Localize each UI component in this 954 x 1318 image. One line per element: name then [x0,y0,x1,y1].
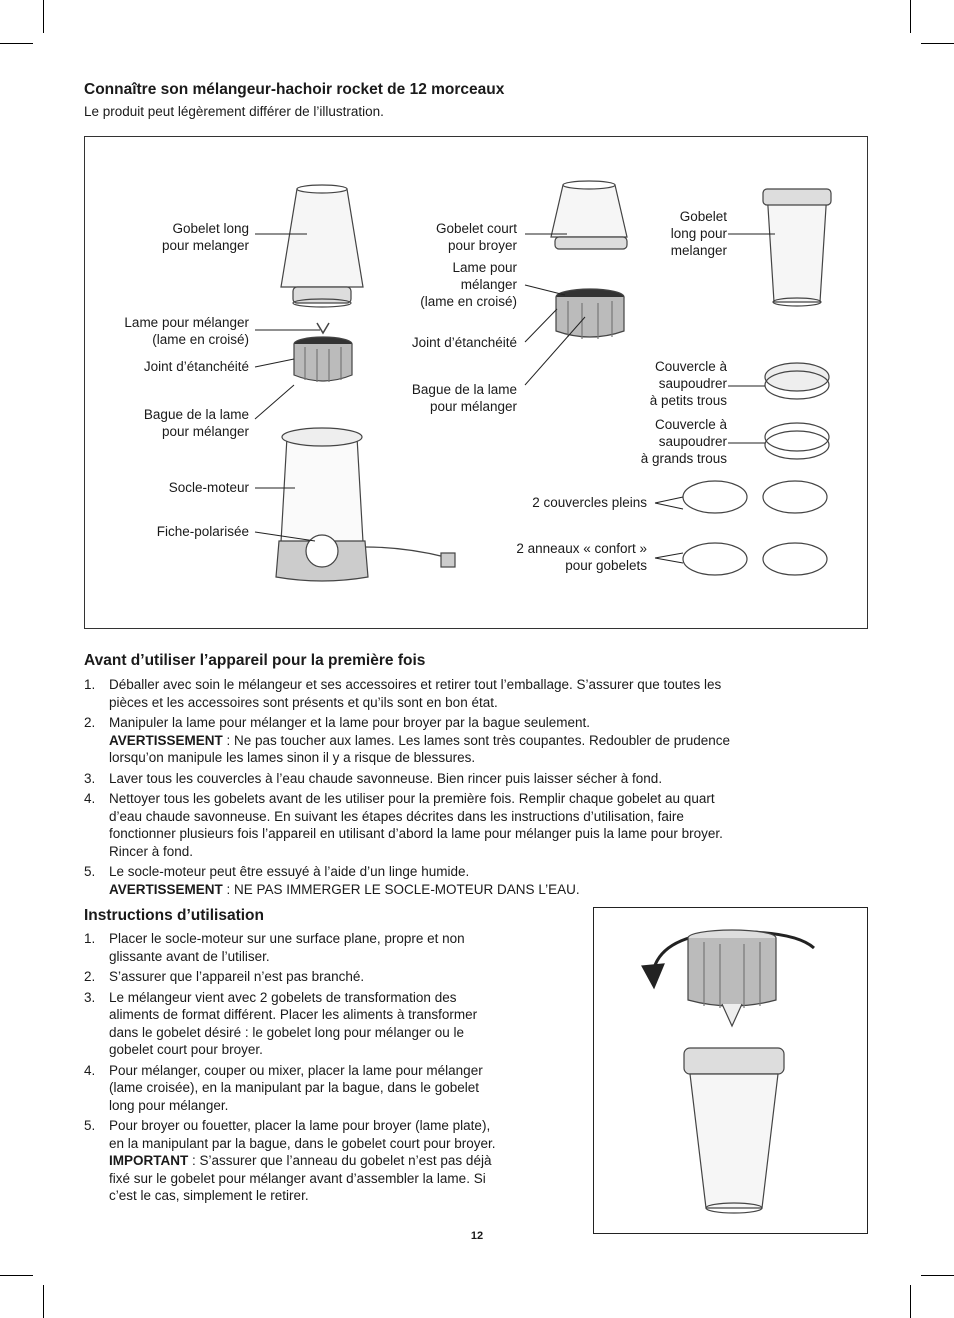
item-number: 4. [84,1062,96,1078]
crop-mark [910,1285,911,1318]
list-item [84,968,584,986]
label-line: Lame pour mélanger [124,315,249,330]
item-number: 5. [84,864,96,879]
page-subtitle: Le produit peut légèrement différer de l’illustration. [84,104,384,119]
crop-mark [43,0,44,33]
item-line: Le mélangeur vient avec 2 gobelets de transformation des [109,989,457,1005]
item-line: Pour broyer ou fouetter, placer la lame pour broyer (lame plate), [109,1118,491,1133]
label-line: pour gobelets [565,558,647,573]
first-use-list [84,676,864,901]
item-line [109,881,864,899]
label-line: Gobelet court [435,221,517,236]
warning-label: AVERTISSEMENT [109,732,223,748]
short-cup-illustration [551,181,627,249]
crop-mark [43,1285,44,1318]
item-line: (lame croisée), en la manipulant par la bague, dans le gobelet [109,1080,479,1095]
label-plain-lids: 2 couvercles pleins [532,495,647,510]
section-heading-instructions: Instructions d’utilisation [84,907,264,924]
parts-figure [84,136,868,629]
list-item [84,770,864,788]
item-line: S’assurer que l’appareil n’est pas branché. [109,969,365,984]
tall-cup-right-illustration [763,189,831,306]
list-item [84,676,864,711]
crop-mark [910,0,911,33]
list-item [84,989,584,1059]
crop-mark [0,1275,33,1276]
item-line: fixé sur le gobelet pour mélanger avant d’assembler la lame. Si [109,1170,486,1186]
label-line: (lame en croisé) [152,332,249,347]
item-number: 1. [84,931,96,946]
label-line: Couvercle à [654,359,727,374]
label-line: pour broyer [447,238,517,253]
crop-mark [0,43,33,44]
item-number: 2. [84,715,96,730]
item-line: pièces et les accessoires sont présents et qu’ils sont en bon état. [109,694,498,710]
item-line: Déballer avec soin le mélangeur et ses accessoires et retirer tout l’emballage. S’assurer que toutes les [109,677,722,692]
label-comfort-rings [465,540,647,574]
warning-label: IMPORTANT [109,1153,189,1168]
warning-text: : Ne pas toucher aux lames. Les lames sont très coupantes. Redoubler de prudence [222,732,731,748]
warning-text: : S’assurer que l’anneau du gobelet n’est pas déjà [188,1153,492,1168]
item-number: 4. [84,791,96,806]
label-sprinkle-small [585,358,727,409]
warning-label: AVERTISSEMENT [109,881,223,897]
item-number: 5. [84,1118,96,1133]
label-line: à grands trous [640,451,727,466]
blade-assembly-illustration [688,930,776,1026]
assembly-figure [593,907,868,1234]
item-line: c’est le cas, simplement le retirer. [109,1188,309,1203]
label-tall-cup-left [85,220,249,254]
item-line: Nettoyer tous les gobelets avant de les utiliser pour la première fois. Remplir chaque gobelet au quart [109,791,715,806]
warning-text: : NE PAS IMMERGER LE SOCLE-MOTEUR DANS L’EAU. [222,881,580,897]
label-blade-left [85,314,249,348]
item-line: long pour mélanger. [109,1097,229,1113]
label-ring-middle [375,381,517,415]
label-line: saupoudrer [658,376,727,391]
assembly-illustration [594,908,866,1232]
list-item [84,714,864,767]
label-line: Gobelet [679,209,727,224]
item-line [109,732,864,750]
item-number: 3. [84,770,96,786]
label-motor-base: Socle-moteur [168,480,249,495]
label-short-cup [375,220,517,254]
tall-cup-illustration [684,1048,784,1213]
label-line: Couvercle à [654,417,727,432]
item-line: glissante avant de l’utiliser. [109,948,270,964]
item-line: en la manipulant par la bague, dans le gobelet court pour broyer. [109,1135,496,1151]
label-line: Bague de la lame [143,407,249,422]
item-line: lorsqu’on manipule les lames sinon il y a risque de blessures. [109,750,476,765]
label-line: saupoudrer [658,434,727,449]
label-line: melanger [670,243,727,258]
tall-cup-left-illustration [281,185,363,307]
sprinkle-lids-illustration [765,363,829,459]
label-line: pour mélanger [429,399,517,414]
label-line: (lame en croisé) [420,294,517,309]
item-line: Manipuler la lame pour mélanger et la lame pour broyer par la bague seulement. [109,715,591,730]
item-line: Laver tous les couvercles à l’eau chaude savonneuse. Bien rincer puis laisser sécher à fond. [109,770,663,786]
blade-assembly-middle-illustration [556,289,624,339]
label-line: à petits trous [649,393,727,408]
item-line: aliments de format différent. Placer les aliments à transformer [109,1007,478,1022]
item-number: 3. [84,989,96,1005]
label-line: Lame pour [452,260,517,275]
label-seal-middle: Joint d’étanchéité [411,335,517,350]
page-number: 12 [470,1230,484,1242]
item-line: Pour mélanger, couper ou mixer, placer la lame pour mélanger [109,1062,483,1078]
label-line: Gobelet long [172,221,249,236]
instructions-list [84,930,584,1208]
label-plug: Fiche-polarisée [156,524,249,539]
arrow-head-icon [642,964,664,988]
crop-mark [921,43,954,44]
crop-mark [921,1275,954,1276]
item-number: 2. [84,969,96,984]
label-sprinkle-large [585,416,727,467]
item-line: fonctionner plusieurs fois l’appareil en utilisant d’abord la lame pour mélanger puis la lame pour broyer. [109,826,723,841]
item-number: 1. [84,677,96,692]
motor-base-illustration [276,428,455,581]
item-line: dans le gobelet désiré : le gobelet long pour mélanger ou le [109,1024,464,1040]
list-item [84,790,864,860]
list-item [84,930,584,965]
label-tall-cup-right [625,208,727,259]
list-item [84,1117,584,1205]
label-line: 2 anneaux « confort » [516,541,647,556]
label-blade-middle [375,259,517,310]
label-line: pour mélanger [161,424,249,439]
plain-lids-illustration [683,481,827,575]
item-line: Placer le socle-moteur sur une surface plane, propre et non [109,931,465,946]
item-line: Rincer à fond. [109,843,194,859]
list-item [84,863,864,898]
page-title: Connaître son mélangeur-hachoir rocket de 12 morceaux [84,81,505,98]
section-heading-first-use: Avant d’utiliser l’appareil pour la première fois [84,652,426,669]
label-line: mélanger [460,277,517,292]
item-line [109,1152,584,1170]
label-line: pour melanger [161,238,249,253]
item-line: Le socle-moteur peut être essuyé à l’aide d’un linge humide. [109,864,470,879]
item-line: d’eau chaude savonneuse. En suivant les étapes décrites dans les instructions d’utilisation, faire [109,808,684,824]
label-seal-left: Joint d’étanchéité [143,359,249,374]
label-line: long pour [670,226,727,241]
label-line: Bague de la lame [411,382,517,397]
list-item [84,1062,584,1115]
label-ring-left [85,406,249,440]
item-line: gobelet court pour broyer. [109,1042,263,1057]
blade-assembly-left-illustration [294,323,352,382]
